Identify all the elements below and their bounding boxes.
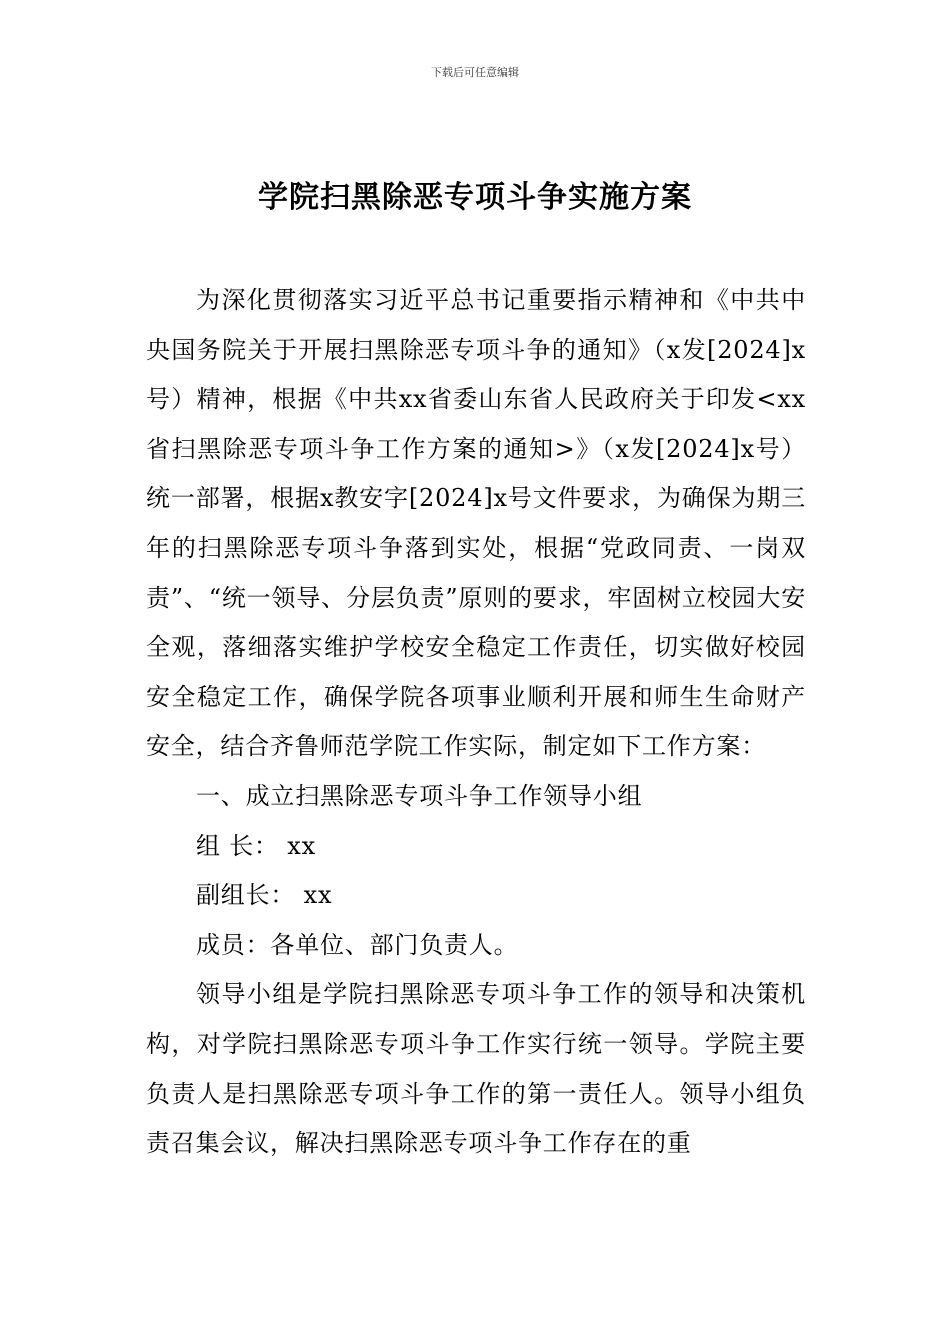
section-heading: 一、成立扫黑除恶专项斗争工作领导小组	[196, 781, 643, 810]
members-line: 成员：各单位、部门负责人。	[196, 930, 519, 959]
document-title: 学院扫黑除恶专项斗争实施方案	[258, 180, 692, 215]
deputy-leader-line: 副组长： xx	[196, 881, 333, 910]
intro-paragraph: 为深化贯彻落实习近平总书记重要指示精神和《中共中央国务院关于开展扫黑除恶专项斗争的通知》（x发[2024]x号）精神，根据《中共xx省委山东省人民政府关于印发<xx省扫黑除恶专项斗争工作方案的通知>》（x发[2024]x号）统一部署，根据x教安字[2024]x号文件要求，为确保为期三年的扫黑除恶专项斗争落到实处，根据“党政同责、一岗双责”、“统一领导、分层负责”原则的要求，牢固树立校园大安全观，落细落实维护学校安全稳定工作责任，切实做好校园安全稳定工作，确保学院各项事业顺利开展和师生生命财产安全，结合齐鲁师范学院工作实际，制定如下工作方案：	[146, 286, 806, 761]
header-note: 下载后可任意编辑	[431, 66, 519, 79]
group-duty-paragraph: 领导小组是学院扫黑除恶专项斗争工作的领导和决策机构，对学院扫黑除恶专项斗争工作实行统一领导。学院主要负责人是扫黑除恶专项斗争工作的第一责任人。领导小组负责召集会议，解决扫黑除恶专项斗争工作存在的重	[146, 980, 806, 1158]
leader-line: 组 长： xx	[196, 831, 316, 860]
document-body	[146, 276, 806, 1169]
